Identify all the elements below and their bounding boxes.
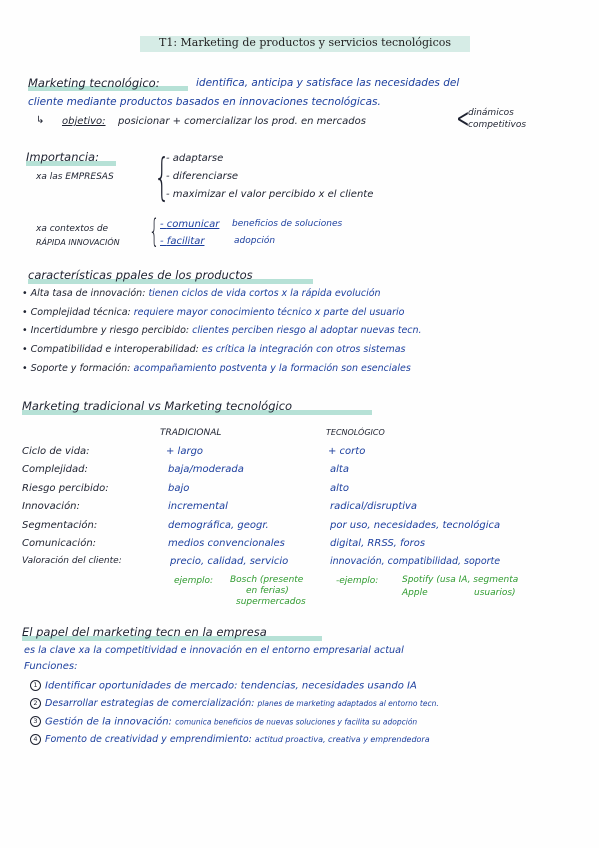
papel-line1: es la clave xa la competitividad e innovación en el entorno empresarial actual: [24, 645, 404, 656]
comparativa-b: radical/disruptiva: [330, 501, 418, 512]
comparativa-label: Ciclo de vida:: [22, 446, 90, 457]
comparativa-a: precio, calidad, servicio: [170, 556, 289, 567]
ejemplo-line: supermercados: [236, 597, 306, 607]
ejemplo-label: -ejemplo:: [336, 576, 379, 586]
contexto-line1: xa contextos de: [36, 224, 109, 234]
caracteristica-item: • Alta tasa de innovación: tienen ciclos de vida cortos x la rápida evolución: [22, 288, 381, 299]
brace-icon: {: [153, 148, 170, 206]
papel-heading: El papel del marketing tecn en la empresa: [22, 625, 267, 639]
comparativa-a: baja/moderada: [168, 464, 244, 475]
comparativa-b: digital, RRSS, foros: [330, 538, 426, 549]
objetivo-option-1: dinámicos: [468, 108, 514, 118]
caracteristica-item: • Complejidad técnica: requiere mayor conocimiento técnico x parte del usuario: [22, 307, 405, 318]
objetivo-label: objetivo:: [62, 116, 106, 127]
ejemplo-line: usuarios): [474, 588, 516, 598]
comparativa-b: alto: [330, 483, 349, 494]
comparativa-heading: Marketing tradicional vs Marketing tecnológico: [22, 399, 293, 413]
comparativa-label: Complejidad:: [22, 464, 88, 475]
col-tecnologico: TECNOLÓGICO: [326, 428, 385, 437]
importancia-item-2: - diferenciarse: [166, 171, 239, 182]
caracteristica-item: • Soporte y formación: acompañamiento postventa y la formación son esenciales: [22, 363, 411, 374]
comparativa-label: Valoración del cliente:: [22, 556, 122, 566]
col-tradicional: TRADICIONAL: [160, 428, 222, 438]
comparativa-a: incremental: [168, 501, 228, 512]
comparativa-a: demográfica, geogr.: [168, 520, 269, 531]
arrow-icon: ↳: [36, 115, 45, 126]
comparativa-b: por uso, necesidades, tecnológica: [330, 520, 501, 531]
importancia-heading: Importancia:: [26, 150, 99, 164]
comunicar-text: beneficios de soluciones: [232, 219, 343, 229]
comparativa-a: bajo: [168, 483, 190, 494]
caracteristica-item: • Incertidumbre y riesgo percibido: clientes perciben riesgo al adoptar nuevas tecn.: [22, 325, 422, 336]
comparativa-b: innovación, compatibilidad, soporte: [330, 556, 501, 567]
funcion-item: 4 Fomento de creatividad y emprendimiento: actitud proactiva, creativa y emprendedora: [30, 734, 430, 745]
comparativa-label: Riesgo percibido:: [22, 483, 109, 494]
objetivo-text: posicionar + comercializar los prod. en mercados: [118, 116, 366, 127]
ejemplo-line: Bosch (presente: [230, 575, 304, 585]
contexto-line2: RÁPIDA INNOVACIÓN: [36, 238, 120, 247]
funciones-label: Funciones:: [24, 661, 78, 672]
facilitar-label: - facilitar: [160, 236, 205, 247]
intro-heading: Marketing tecnológico:: [28, 76, 160, 90]
comparativa-label: Innovación:: [22, 501, 80, 512]
importancia-item-1: - adaptarse: [166, 153, 224, 164]
funcion-item: 3 Gestión de la innovación: comunica beneficios de nuevas soluciones y facilita su adopción: [30, 716, 417, 728]
comparativa-a: + largo: [166, 446, 204, 457]
comparativa-b: alta: [330, 464, 349, 475]
comunicar-label: - comunicar: [160, 219, 220, 230]
caracteristicas-heading: características ppales de los productos: [28, 268, 253, 282]
objetivo-option-2: competitivos: [468, 120, 527, 130]
comparativa-label: Comunicación:: [22, 538, 97, 549]
importancia-sub: xa las EMPRESAS: [36, 172, 114, 182]
intro-line1: identifica, anticipa y satisface las necesidades del: [196, 77, 460, 89]
caracteristica-item: • Compatibilidad e interoperabilidad: es crítica la integración con otros sistemas: [22, 344, 406, 355]
ejemplo-line: Apple: [402, 588, 428, 598]
intro-line2: cliente mediante productos basados en innovaciones tecnológicas.: [28, 96, 381, 108]
comparativa-b: + corto: [328, 446, 366, 457]
facilitar-text: adopción: [234, 236, 276, 246]
comparativa-a: medios convencionales: [168, 538, 285, 549]
comparativa-label: Segmentación:: [22, 520, 98, 531]
ejemplo-line: en ferias): [246, 586, 289, 596]
funcion-item: 2 Desarrollar estrategias de comercialización: planes de marketing adaptados al entorno tecn.: [30, 698, 439, 709]
page-title: T1: Marketing de productos y servicios tecnológicos: [158, 36, 452, 49]
brace-icon: <: [456, 104, 470, 134]
ejemplo-label: ejemplo:: [174, 576, 214, 586]
brace-icon: {: [149, 212, 160, 250]
funcion-item: 1 Identificar oportunidades de mercado: tendencias, necesidades usando IA: [30, 680, 417, 692]
importancia-item-3: - maximizar el valor percibido x el cliente: [166, 189, 374, 200]
ejemplo-line: Spotify (usa IA, segmenta: [402, 575, 519, 585]
